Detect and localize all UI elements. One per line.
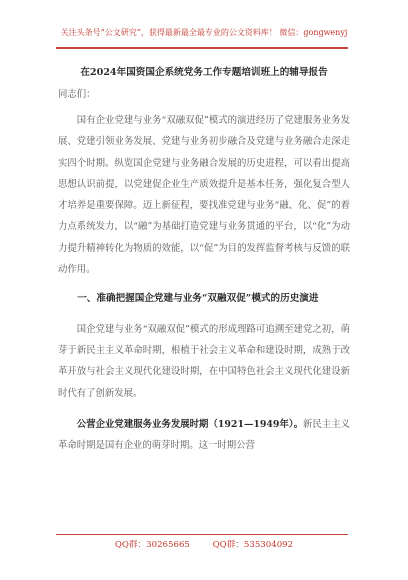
footer-qq-group-1: QQ群：30265665 bbox=[114, 540, 190, 550]
paragraph-3-lead: 公营企业党建服务业务发展时期（1921—1949年）。 bbox=[76, 419, 303, 431]
document-body bbox=[58, 62, 350, 465]
header-banner: 关注头条号“公文研究”，获得最新最全最专业的公文资料库！ 微信：gongwenyj bbox=[60, 28, 348, 37]
document-title: 在2024年国资国企系统党务工作专题培训班上的辅导报告 bbox=[80, 67, 328, 78]
paragraph-3 bbox=[58, 414, 350, 457]
salutation: 同志们： bbox=[58, 89, 96, 100]
paragraph-2: 国企党建与业务“双融双促”模式的形成理路可追溯至建党之初，萌芽于新民主主义革命时期，根植于社会主义革命和建设时期，成熟于改革开放与社会主义现代化建设时期，在中国特色社会主义现代化建设新时代有了创新发展。 bbox=[58, 323, 350, 399]
section-1-heading: 一、准确把握国企党建与业务“双融双促”模式的历史演进 bbox=[77, 293, 319, 305]
paragraph-1: 国有企业党建与业务“双融双促”模式的演进经历了党建服务业务发展、党建引领业务发展、党建与业务初步融合及党建与业务融合走深走实四个时期。纵览国企党建与业务融合发展的历史进程，可以看出提高思想认识前提，以党建促企业生产质效提升是基本任务，强化复合型人才培养是重要保障。迈上新征程，要找准党建与业务“融、化、促”的着力点系统发力，以“融”为基础打造党建与业务贯通的平台，以“化”为动力提升精神转化为物质的效能，以“促”为目的发挥监督考核与反馈的联动作用。 bbox=[58, 115, 350, 276]
header-divider bbox=[56, 47, 348, 49]
footer-qq-group-2: QQ群：535304092 bbox=[212, 540, 294, 550]
footer bbox=[0, 534, 408, 556]
paragraph-3-text: 新民主主义革命时期是国有企业的萌芽时期。这一时期公营 bbox=[58, 419, 350, 452]
